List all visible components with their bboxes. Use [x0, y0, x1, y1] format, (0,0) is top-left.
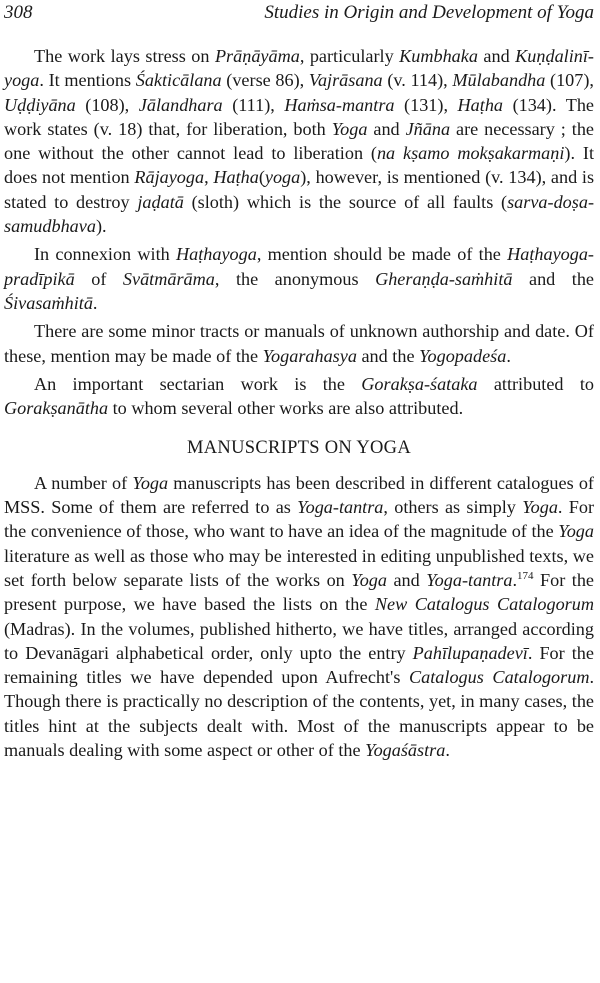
page-number: 308 [4, 2, 33, 23]
section-heading: MANUSCRIPTS ON YOGA [187, 438, 411, 459]
footnote-reference: 174 [517, 569, 534, 582]
paragraph-hathayoga: In connexion with Haṭhayoga, mention should be made of the Haṭhayoga-pradīpikā of Svātmārāma, the anonymous Gheraṇḍa-saṁhitā and the Śivasaṁhitā. [4, 244, 594, 313]
paragraph-pranayama: The work lays stress on Prāṇāyāma, particularly Kumbhaka and Kuṇḍalinī-yoga. It mentions Śakticālana (verse 86), Vajrāsana (v. 114), Mūlabandha (107), Uḍḍiyāna (108), Jālandhara (111), Haṁsa-mantra (131), Haṭha (134). The work states (v. 18) that, for liberation, both Yoga and Jñāna are necessary ; the one without the other cannot lead to liberation (na kṣamo mokṣakarmaṇi). It does not mention Rājayoga, Haṭha(yoga), however, is mentioned (v. 134), and is stated to destroy jaḍatā (sloth) which is the source of all faults (sarva-doṣa-samudbhava). [4, 46, 595, 237]
running-title: Studies in Origin and Development of Yoga [264, 2, 594, 23]
running-head [4, 2, 594, 26]
paragraph-minor-tracts: There are some minor tracts or manuals of unknown authorship and date. Of these, mention may be made of the Yogarahasya and the Yogopadeśa. [4, 321, 594, 366]
paragraph-manuscripts: A number of Yoga manuscripts has been described in different catalogues of MSS. Some of them are referred to as Yoga-tantra, others as simply Yoga. For the convenience of those, who want to have an idea of the magnitude of the Yoga literature as well as those who may be interested in editing unpublished texts, we set forth below separate lists of the works on Yoga and Yoga-tantra.$^{174}$ For the present purpose, we have based the lists on the New Catalogus Catalogorum (Madras). In the volumes, published hitherto, we have titles, arranged according to Devanāgari alphabetical order, only upto the entry Pahīlupaṇadevī. For the remaining titles we have depended upon Aufrecht's Catalogus Catalogorum. Though there is practically no description of the contents, yet, in many cases, the titles hint at the subjects dealt with. Most of the manuscripts appear to be manuals dealing with some aspect or other of the Yogaśāstra. [4, 472, 595, 761]
paragraph-sectarian-work: An important sectarian work is the Gorakṣa-śataka attributed to Gorakṣanātha to whom several other works are also attributed. [4, 373, 594, 419]
body-text [4, 44, 594, 766]
